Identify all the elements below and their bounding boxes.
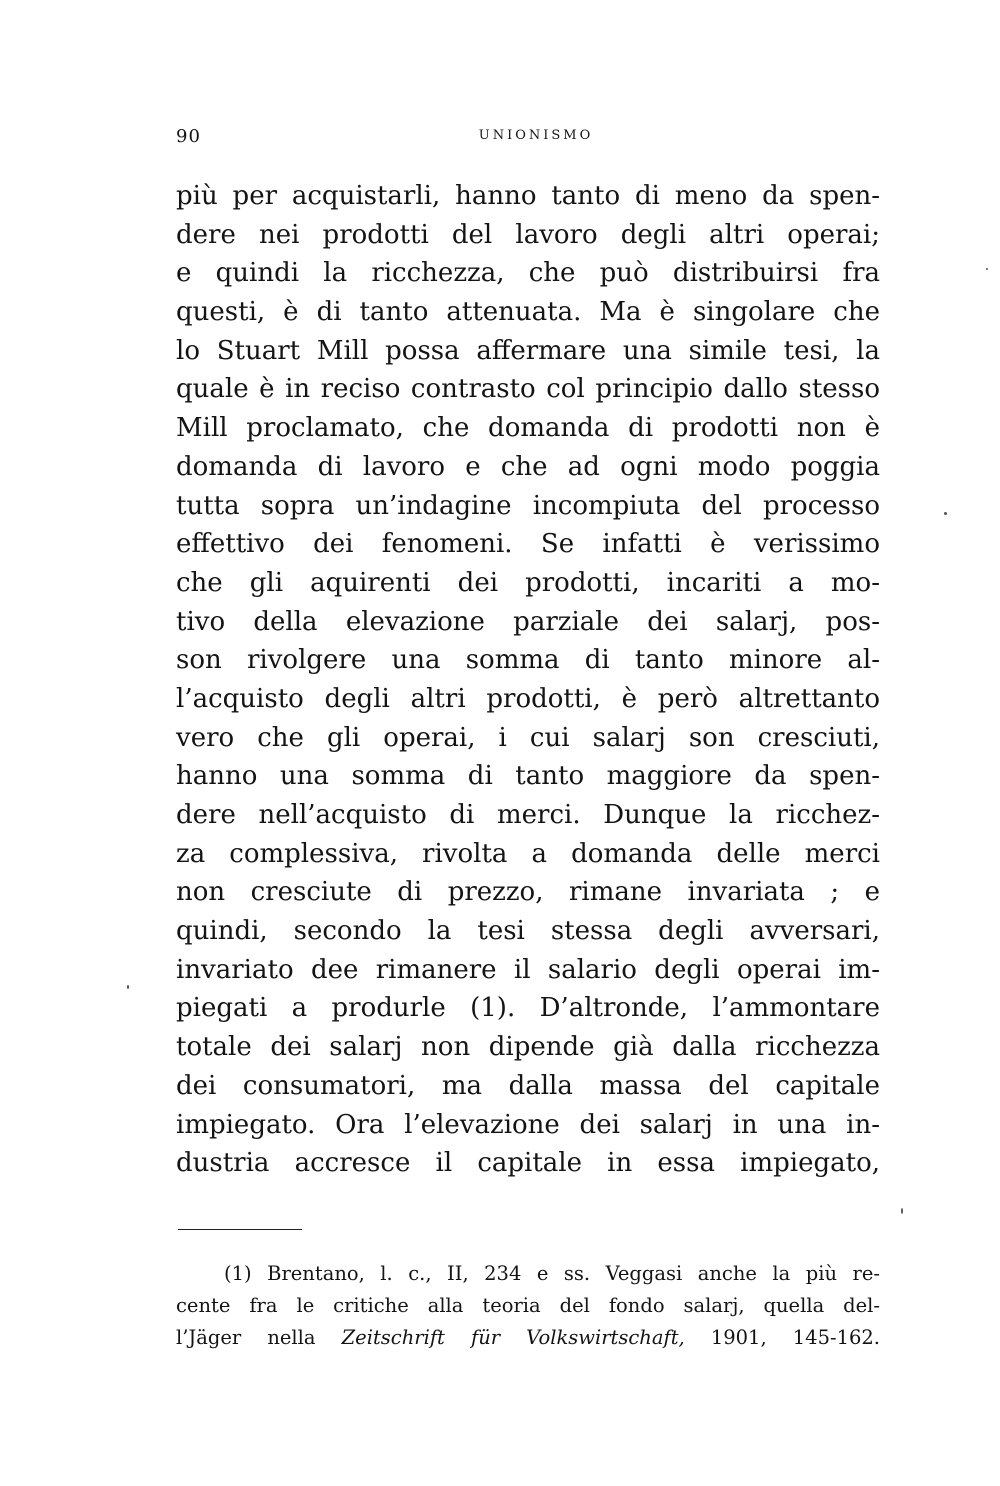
- text-line: quale è in reciso contrasto col principio dallo stesso: [176, 374, 880, 405]
- text-line: l’acquisto degli altri prodotti, è però altrettanto: [176, 683, 880, 714]
- footnote: [176, 1258, 880, 1354]
- text-line: Mill proclamato, che domanda di prodotti non è: [176, 413, 880, 444]
- footnote-text: l’Jäger nella: [176, 1326, 342, 1349]
- text-line: e quindi la ricchezza, che può distribuirsi fra: [176, 258, 880, 289]
- text-line: dere nei prodotti del lavoro degli altri operai;: [176, 219, 880, 250]
- text-line: tutta sopra un’indagine incompiuta del processo: [176, 490, 880, 521]
- page-header: [176, 126, 880, 156]
- text-line: vero che gli operai, i cui salarj son cresciuti,: [176, 722, 880, 753]
- footnote-line: (1) Brentano, l. c., II, 234 e ss. Veggasi anche la più re-: [224, 1262, 880, 1285]
- text-line: za complessiva, rivolta a domanda delle merci: [176, 838, 880, 869]
- page-number: 90: [176, 126, 201, 147]
- text-line: effettivo dei fenomeni. Se infatti è verissimo: [176, 529, 880, 560]
- text-line: impiegato. Ora l’elevazione dei salarj in una in-: [176, 1109, 880, 1140]
- journal-title: Zeitschrift für Volkswirtschaft,: [341, 1326, 685, 1349]
- body-text: [176, 177, 880, 1183]
- text-line: totale dei salarj non dipende già dalla ricchezza: [176, 1032, 880, 1063]
- footnote-divider: [178, 1229, 302, 1230]
- text-line: invariato dee rimanere il salario degli operai im-: [176, 954, 880, 985]
- footnote-line: cente fra le critiche alla teoria del fondo salarj, quella del-: [176, 1294, 880, 1317]
- footnote-line: [176, 1322, 880, 1354]
- text-line: tivo della elevazione parziale dei salarj, pos-: [176, 606, 880, 637]
- speck: [986, 268, 988, 270]
- speck: [127, 985, 129, 989]
- speck: [944, 512, 947, 515]
- text-line: hanno una somma di tanto maggiore da spen-: [176, 761, 880, 792]
- text-line: lo Stuart Mill possa affermare una simile tesi, la: [176, 335, 880, 366]
- text-line: che gli aquirenti dei prodotti, incariti a mo-: [176, 567, 880, 598]
- running-head: UNIONISMO: [478, 128, 594, 143]
- text-line: più per acquistarli, hanno tanto di meno da spen-: [176, 181, 880, 211]
- footnote-text: 1901, 145-162.: [684, 1326, 880, 1349]
- text-line: dei consumatori, ma dalla massa del capitale: [176, 1070, 880, 1101]
- text-line: dustria accresce il capitale in essa impiegato,: [176, 1148, 880, 1179]
- text-line: non cresciute di prezzo, rimane invariata ; e: [176, 877, 880, 908]
- text-line: domanda di lavoro e che ad ogni modo poggia: [176, 451, 880, 482]
- text-line: son rivolgere una somma di tanto minore al-: [176, 645, 880, 676]
- speck: [901, 1208, 903, 1214]
- text-line: quindi, secondo la tesi stessa degli avversari,: [176, 916, 880, 947]
- text-line: piegati a produrle (1). D’altronde, l’ammontare: [176, 993, 880, 1024]
- text-line: questi, è di tanto attenuata. Ma è singolare che: [176, 297, 880, 328]
- text-line: dere nell’acquisto di merci. Dunque la ricchez-: [176, 800, 880, 830]
